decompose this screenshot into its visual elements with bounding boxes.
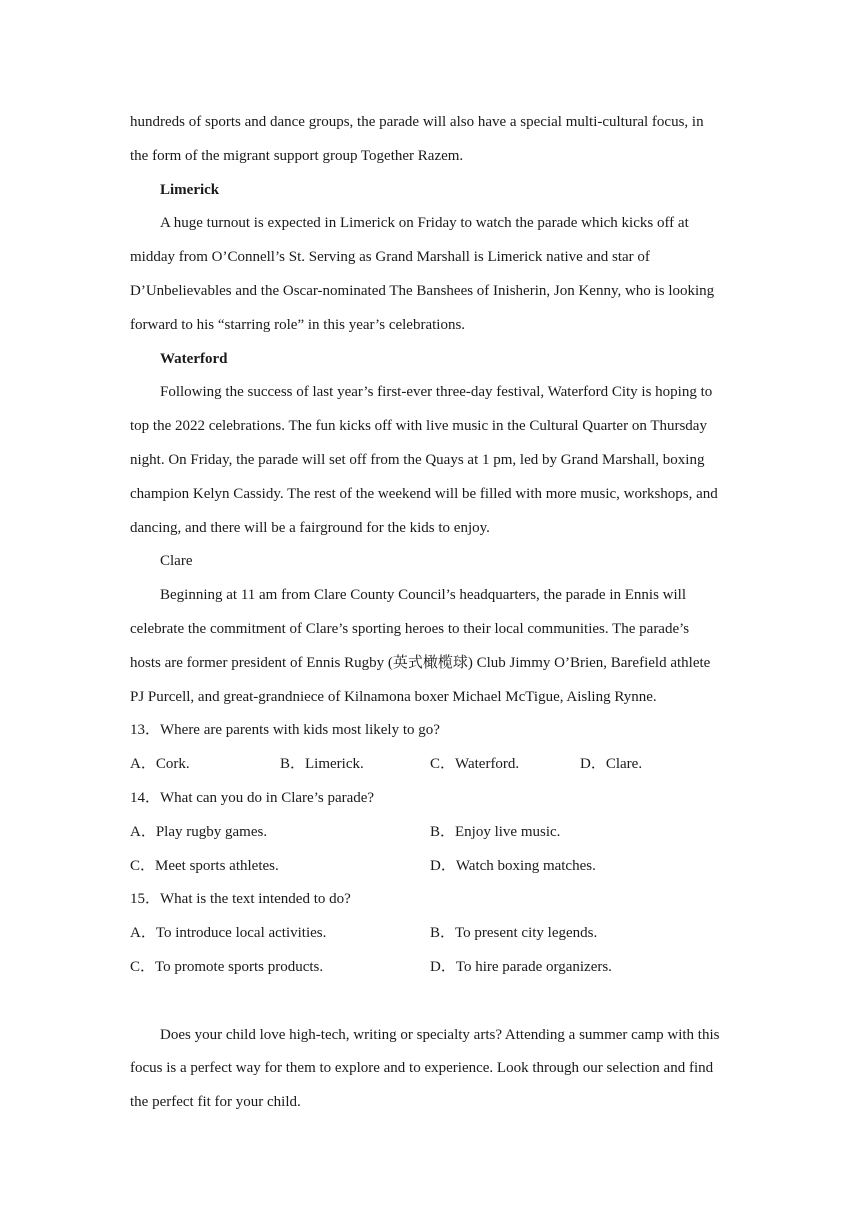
paragraph-line: dancing, and there will be a fairground for the kids to enjoy.: [130, 519, 490, 536]
section-heading-clare: Clare: [160, 553, 193, 570]
question-13-options: [130, 748, 730, 782]
paragraph-line: Beginning at 11 am from Clare County Council’s headquarters, the parade in Ennis will: [160, 587, 686, 604]
paragraph-line: the perfect fit for your child.: [130, 1094, 301, 1111]
option-c: C．Waterford.: [430, 756, 520, 773]
option-d: D．Clare.: [580, 756, 643, 773]
option-b: B．Limerick.: [280, 756, 364, 773]
paragraph-line: forward to his “starring role” in this year’s celebrations.: [130, 316, 466, 333]
paragraph-line: celebrate the commitment of Clare’s sporting heroes to their local communities. The parade’s: [130, 620, 690, 637]
paragraph-line: top the 2022 celebrations. The fun kicks off with live music in the Cultural Quarter on Thursday: [130, 418, 707, 435]
paragraph-line: A huge turnout is expected in Limerick on Friday to watch the parade which kicks off at: [160, 215, 689, 232]
option-c: C．Meet sports athletes.: [130, 857, 279, 874]
option-a: A．Play rugby games.: [130, 823, 268, 840]
question-14-options-row1: [130, 816, 730, 850]
paragraph-line: D’Unbelievables and the Oscar-nominated The Banshees of Inisherin, Jon Kenny, who is looking: [130, 282, 715, 299]
section-heading-limerick: Limerick: [160, 181, 220, 198]
option-d: D．Watch boxing matches.: [430, 857, 596, 874]
question-14: 14．What can you do in Clare’s parade?: [130, 789, 375, 806]
document-page: [130, 106, 730, 1120]
question-15-options-row2: [130, 951, 730, 985]
question-14-options-row2: [130, 850, 730, 884]
section-gap: [130, 985, 730, 1019]
option-d: D．To hire parade organizers.: [430, 958, 612, 975]
option-b: B．Enjoy live music.: [430, 823, 561, 840]
paragraph-line: Following the success of last year’s first-ever three-day festival, Waterford City is hoping to: [160, 384, 713, 401]
question-15-options-row1: [130, 917, 730, 951]
question-15: 15．What is the text intended to do?: [130, 891, 351, 908]
section-heading-waterford: Waterford: [160, 350, 228, 367]
option-b: B．To present city legends.: [430, 925, 598, 942]
option-a: A．Cork.: [130, 756, 190, 773]
paragraph-line: PJ Purcell, and great-grandniece of Kilnamona boxer Michael McTigue, Aisling Rynne.: [130, 688, 657, 705]
paragraph-line: the form of the migrant support group Together Razem.: [130, 147, 464, 164]
paragraph-line: hundreds of sports and dance groups, the parade will also have a special multi-cultural focus, in: [130, 114, 704, 130]
option-a: A．To introduce local activities.: [130, 925, 327, 942]
paragraph-line: focus is a perfect way for them to explore and to experience. Look through our selection and find: [130, 1060, 714, 1077]
question-13: 13．Where are parents with kids most likely to go?: [130, 722, 440, 739]
paragraph-line: midday from O’Connell’s St. Serving as Grand Marshall is Limerick native and star of: [130, 249, 650, 266]
option-c: C．To promote sports products.: [130, 958, 324, 975]
paragraph-line: hosts are former president of Ennis Rugby (英式橄榄球) Club Jimmy O’Brien, Barefield athlete: [130, 654, 711, 671]
paragraph-line: night. On Friday, the parade will set off from the Quays at 1 pm, led by Grand Marshall, boxing: [130, 451, 705, 468]
paragraph-line: champion Kelyn Cassidy. The rest of the weekend will be filled with more music, workshops, and: [130, 485, 718, 502]
paragraph-line: Does your child love high-tech, writing or specialty arts? Attending a summer camp with this: [160, 1026, 720, 1043]
